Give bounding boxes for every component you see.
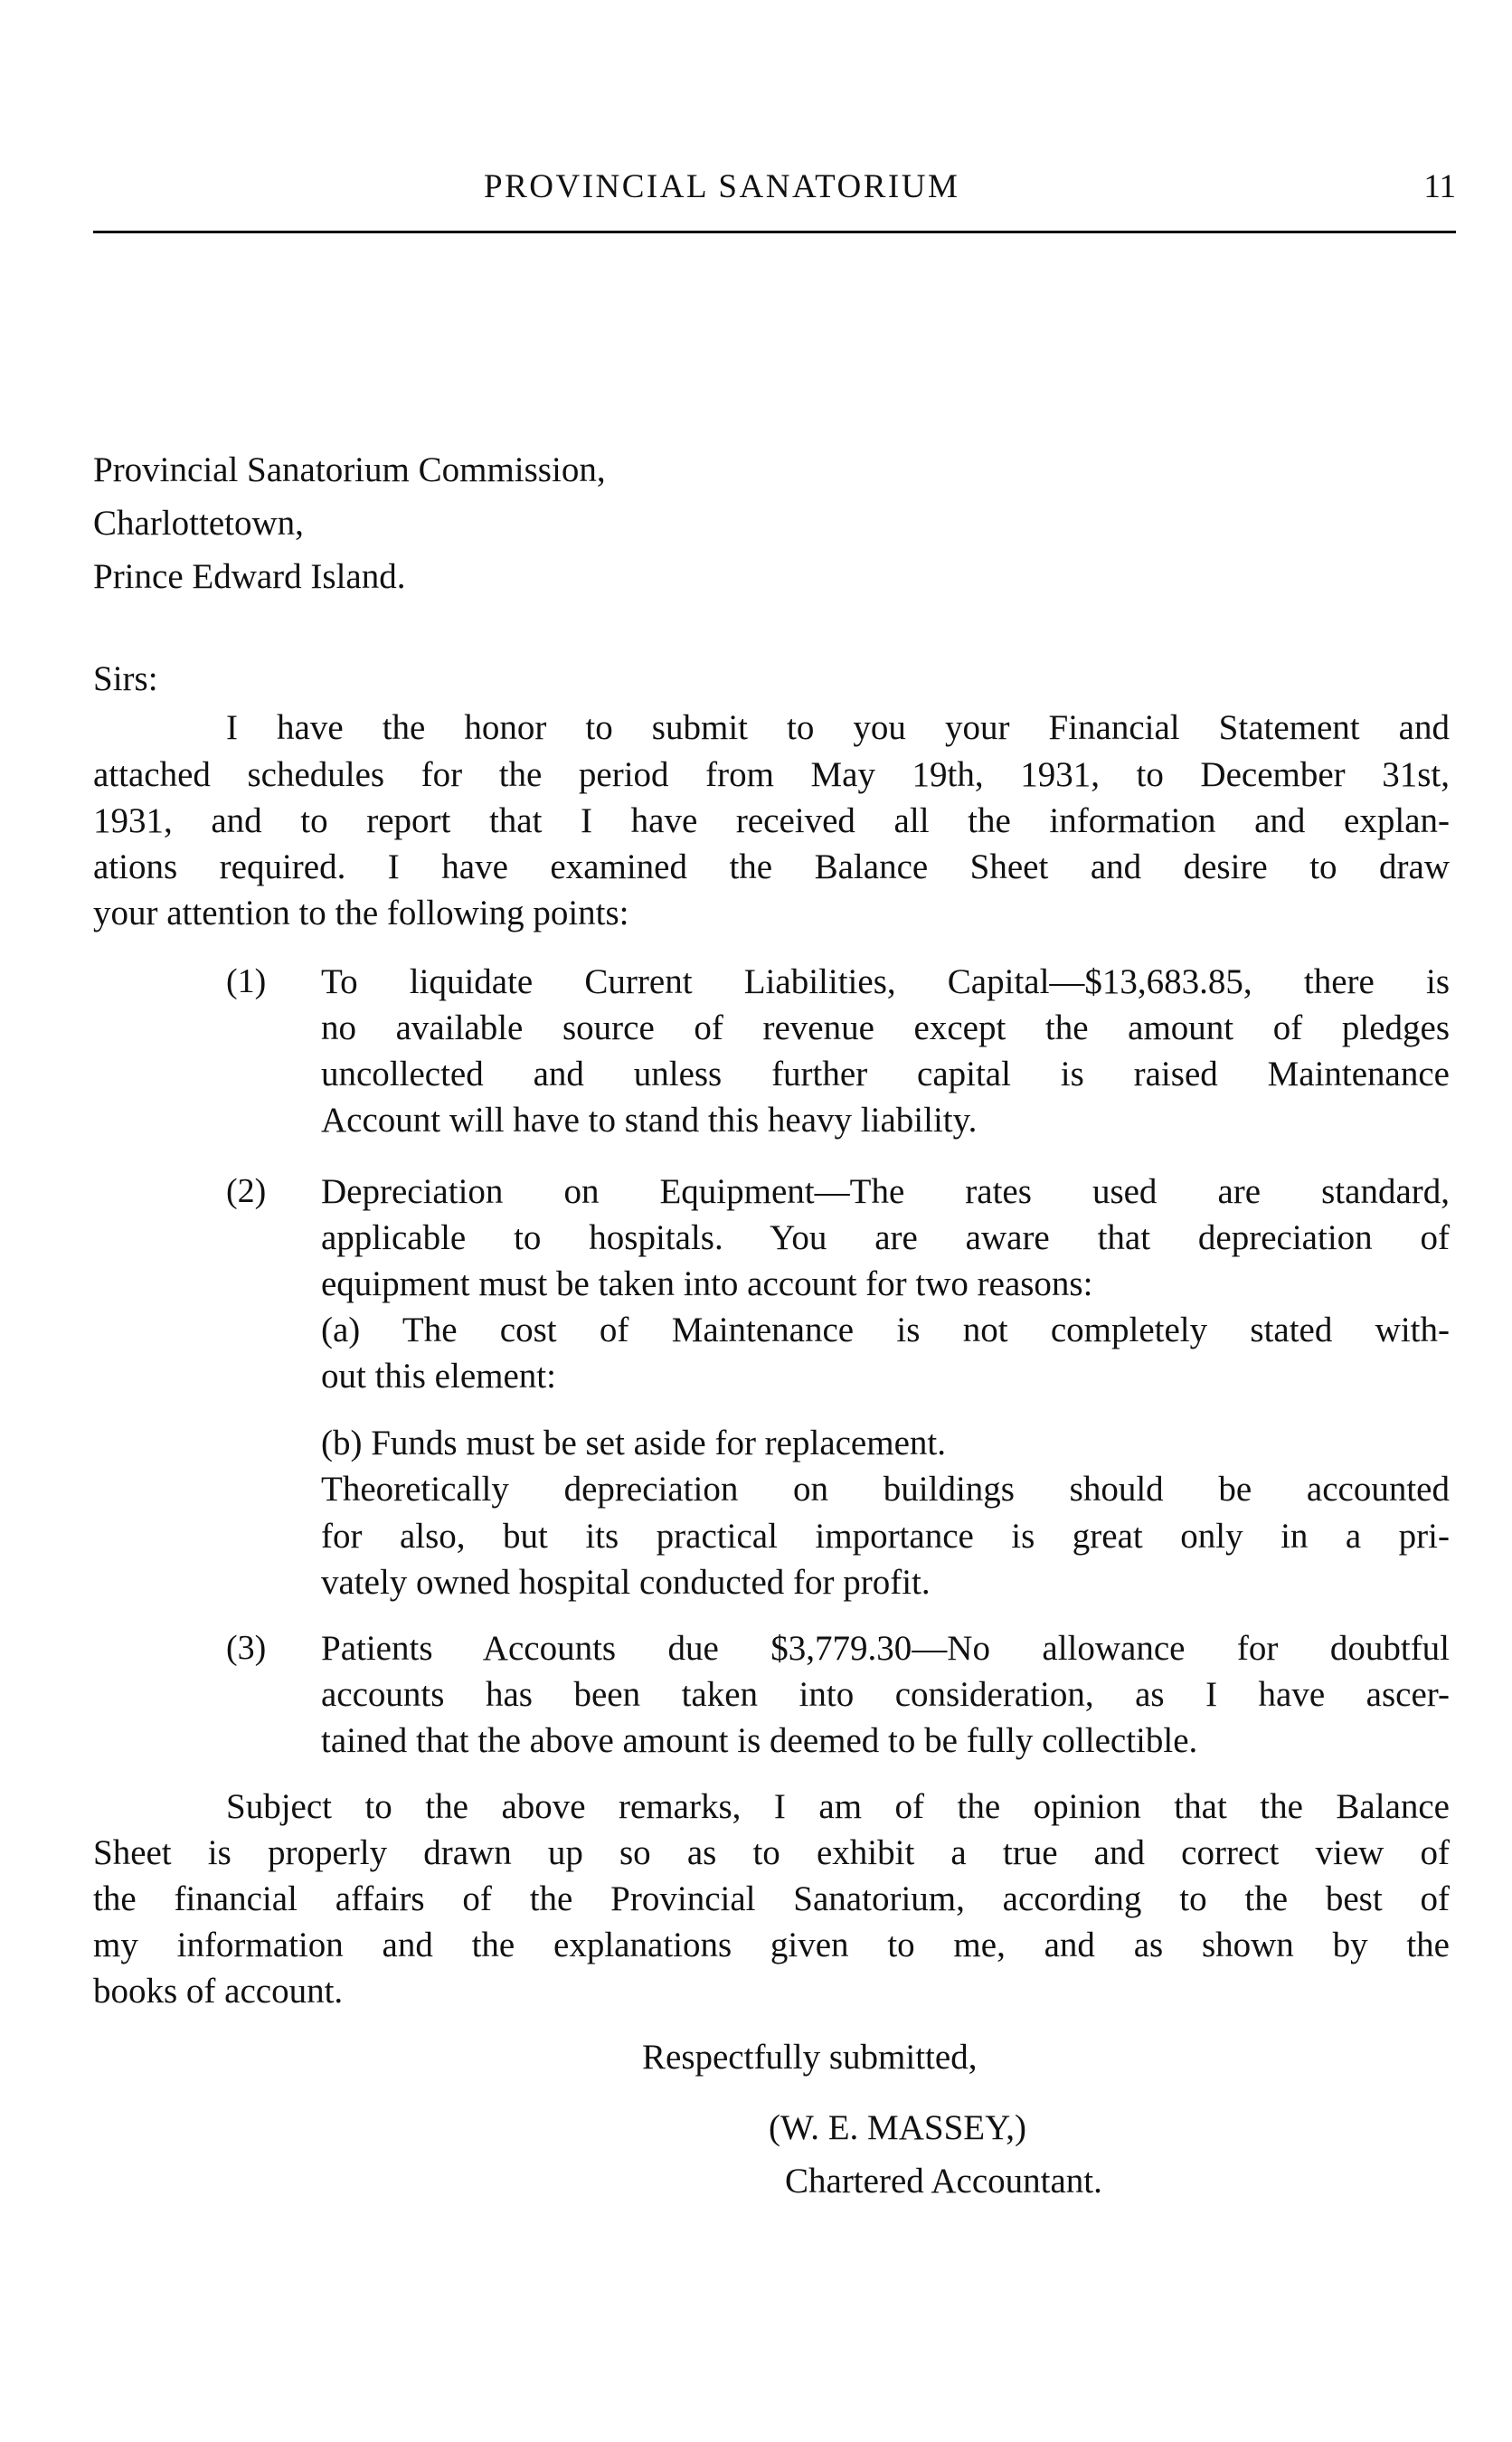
body-line: your attention to the following points: bbox=[93, 894, 629, 932]
point-number: (2) bbox=[226, 1172, 267, 1210]
address-line: Charlottetown, bbox=[93, 504, 304, 543]
point-line: Theoretically depreciation on buildings should be accounted bbox=[321, 1470, 1450, 1509]
body-line: the financial affairs of the Provincial Sanatorium, according to the best of bbox=[93, 1879, 1450, 1918]
point-line: uncollected and unless further capital is raised Maintenance bbox=[321, 1055, 1450, 1093]
point-line: To liquidate Current Liabilities, Capital—$13,683.85, there is bbox=[321, 962, 1450, 1001]
page-header bbox=[93, 167, 1456, 233]
point-number: (3) bbox=[226, 1629, 267, 1667]
point-line: Account will have to stand this heavy liability. bbox=[321, 1101, 978, 1140]
running-title: PROVINCIAL SANATORIUM bbox=[484, 168, 960, 205]
body-line: Subject to the above remarks, I am of the opinion that the Balance bbox=[226, 1787, 1450, 1826]
body-line: Sheet is properly drawn up so as to exhibit a true and correct view of bbox=[93, 1833, 1450, 1872]
point-line: applicable to hospitals. You are aware that depreciation of bbox=[321, 1218, 1450, 1257]
page-number: 11 bbox=[1423, 168, 1456, 205]
salutation: Sirs: bbox=[93, 659, 158, 698]
body-line: 1931, and to report that I have received all the information and explan- bbox=[93, 801, 1450, 840]
address-line: Prince Edward Island. bbox=[93, 557, 406, 596]
address-line: Provincial Sanatorium Commission, bbox=[93, 450, 606, 489]
point-line: equipment must be taken into account for two reasons: bbox=[321, 1264, 1093, 1303]
point-line: tained that the above amount is deemed to be fully collectible. bbox=[321, 1721, 1198, 1760]
point-line: Patients Accounts due $3,779.30—No allowance for doubtful bbox=[321, 1629, 1450, 1668]
point-line: (b) Funds must be set aside for replacement. bbox=[321, 1424, 946, 1462]
body-line: ations required. I have examined the Balance Sheet and desire to draw bbox=[93, 847, 1450, 886]
signatory-title: Chartered Accountant. bbox=[785, 2162, 1102, 2201]
body-line: I have the honor to submit to you your Financial Statement and bbox=[226, 708, 1450, 747]
point-line: out this element: bbox=[321, 1357, 556, 1396]
point-number: (1) bbox=[226, 962, 267, 1000]
body-line: books of account. bbox=[93, 1972, 344, 2011]
point-line: for also, but its practical importance is great only in a pri- bbox=[321, 1517, 1450, 1556]
body-line: attached schedules for the period from May 19th, 1931, to December 31st, bbox=[93, 755, 1450, 794]
point-line: Depreciation on Equipment—The rates used are standard, bbox=[321, 1172, 1450, 1211]
closing-phrase: Respectfully submitted, bbox=[642, 2038, 978, 2077]
body-line: my information and the explanations given to me, and as shown by the bbox=[93, 1926, 1450, 1964]
point-line: vately owned hospital conducted for profit. bbox=[321, 1563, 931, 1602]
point-line: no available source of revenue except the amount of pledges bbox=[321, 1008, 1450, 1047]
point-line: accounts has been taken into consideration, as I have ascer- bbox=[321, 1675, 1450, 1714]
point-line: (a) The cost of Maintenance is not completely stated with- bbox=[321, 1311, 1450, 1349]
signatory-name: (W. E. MASSEY,) bbox=[769, 2108, 1026, 2147]
